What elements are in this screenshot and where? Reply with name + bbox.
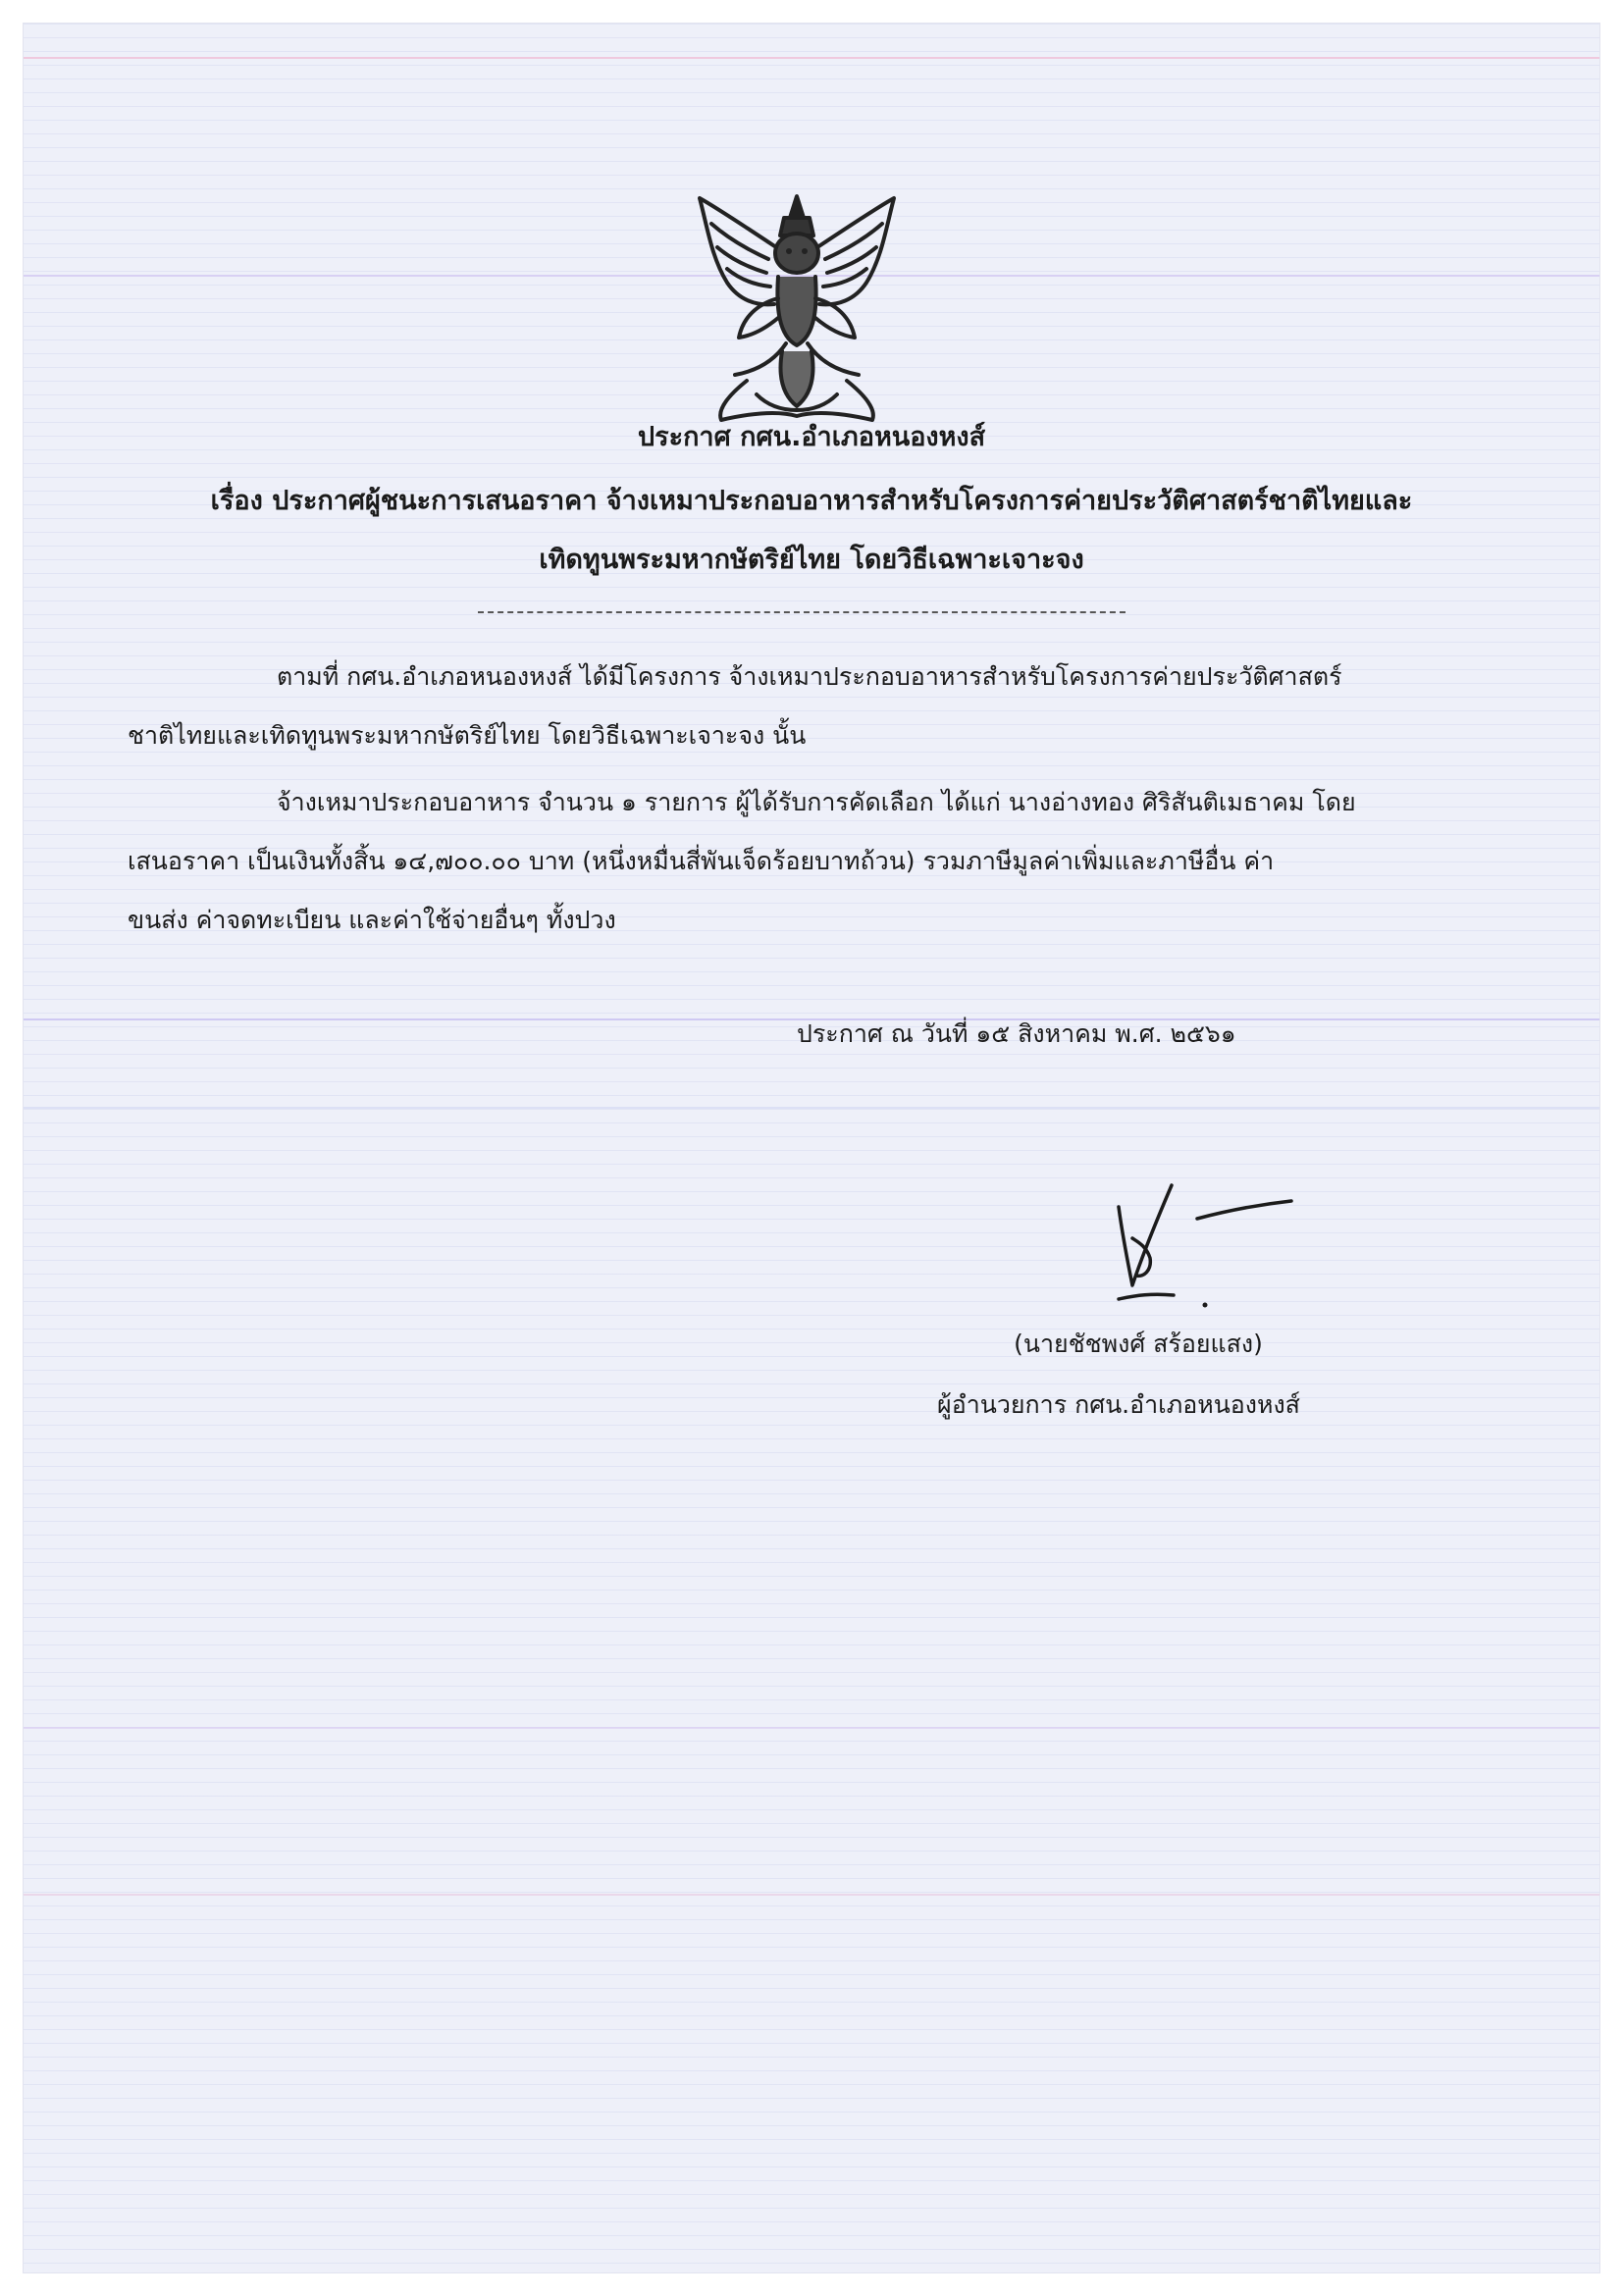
scan-streak [24, 1727, 1599, 1729]
body-paragraph-1-line-2: ชาติไทยและเทิดทูนพระมหากษัตริย์ไทย โดยวิธีเฉพาะเจาะจง นั้น [128, 721, 807, 750]
signatory-position: ผู้อำนวยการ กศน.อำเภอหนองหงส์ [937, 1390, 1300, 1419]
body-paragraph-2-line-2: เสนอราคา เป็นเงินทั้งสิ้น ๑๔,๗๐๐.๐๐ บาท (หนึ่งหมื่นสี่พันเจ็ดร้อยบาทถ้วน) รวมภาษีมูลค่าเพิ่มและภาษีอื่น ค่า [128, 847, 1275, 875]
signatory-name: (นายชัชพงศ์ สร้อยแสง) [1014, 1330, 1263, 1358]
header-subject-line-1: เรื่อง ประกาศผู้ชนะการเสนอราคา จ้างเหมาประกอบอาหารสำหรับโครงการค่ายประวัติศาสตร์ชาติไทยและ [210, 486, 1413, 516]
handwritten-signature-icon [1089, 1168, 1315, 1315]
header-divider [478, 611, 1126, 613]
scan-streak [24, 1894, 1599, 1896]
body-paragraph-2-line-1: จ้างเหมาประกอบอาหาร จำนวน ๑ รายการ ผู้ได้รับการคัดเลือก ได้แก่ นางอ่างทอง ศิริสันติเมธาคม โดย [277, 788, 1356, 816]
scan-streak [24, 57, 1599, 59]
announcement-date: ประกาศ ณ วันที่ ๑๕ สิงหาคม พ.ศ. ๒๕๖๑ [797, 1019, 1236, 1048]
scan-streak [24, 1107, 1599, 1109]
header-subject-line-2: เทิดทูนพระมหากษัตริย์ไทย โดยวิธีเฉพาะเจาะจง [539, 545, 1084, 575]
body-paragraph-2-line-3: ขนส่ง ค่าจดทะเบียน และค่าใช้จ่ายอื่นๆ ทั้งปวง [128, 906, 616, 934]
header-org-line: ประกาศ กศน.อำเภอหนองหงส์ [637, 422, 986, 452]
body-paragraph-1-line-1: ตามที่ กศน.อำเภอหนองหงส์ ได้มีโครงการ จ้างเหมาประกอบอาหารสำหรับโครงการค่ายประวัติศาสตร์ [277, 662, 1342, 691]
garuda-emblem-icon [688, 188, 906, 424]
